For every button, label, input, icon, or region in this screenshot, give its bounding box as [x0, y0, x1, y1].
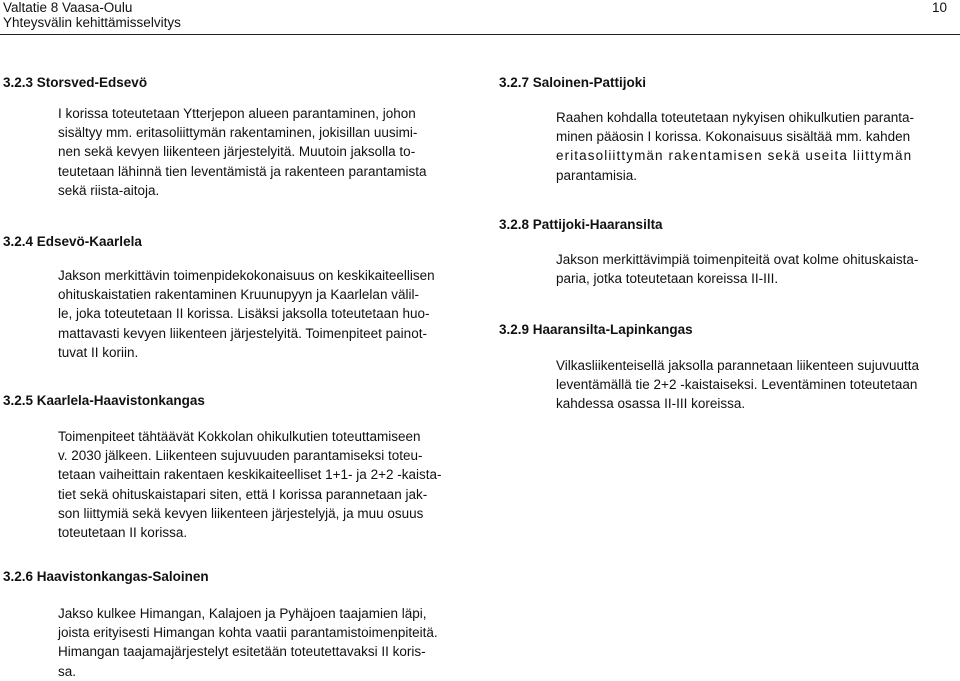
section-body-3-2-4 — [58, 266, 435, 362]
section-heading-3-2-3: 3.2.3 Storsved-Edsevö — [3, 75, 148, 90]
document-title-block — [3, 0, 181, 30]
section-heading-3-2-8: 3.2.8 Pattijoki-Haaransilta — [499, 217, 663, 232]
section-body-3-2-6 — [58, 604, 438, 681]
text-line: tetaan vaiheittain rakentaen keskikaiteelliset 1+1- ja 2+2 -kaista- — [58, 467, 442, 483]
text-line: paria, jotka toteutetaan koreissa II-III. — [556, 271, 779, 287]
text-line: teutetaan lähinnä tien leventämistä ja rakenteen parantamista — [58, 163, 427, 179]
document-subtitle: Yhteysvälin kehittämisselvitys — [3, 15, 181, 30]
section-heading-3-2-5: 3.2.5 Kaarlela-Haavistonkangas — [3, 393, 205, 408]
header-divider — [0, 34, 960, 35]
text-line: sa. — [58, 663, 77, 679]
text-line: v. 2030 jälkeen. Liikenteen sujuvuuden parantamiseksi toteu- — [58, 448, 423, 464]
text-line: son liittymiä sekä kevyen liikenteen järjestelyjä, ja muu osuus — [58, 505, 424, 521]
page-header — [0, 0, 960, 36]
text-line: mattavasti kevyen liikenteen järjestelyitä. Toimenpiteet painot- — [58, 325, 427, 341]
text-line: joista erityisesti Himangan kohta vaatii parantamistoimenpiteitä. — [58, 625, 438, 641]
text-line: I korissa toteutetaan Ytterjepon alueen parantaminen, johon — [58, 106, 416, 121]
section-body-3-2-3 — [58, 104, 427, 200]
text-line: Jakso kulkee Himangan, Kalajoen ja Pyhäjoen taajamien läpi, — [58, 606, 427, 621]
section-body-3-2-8 — [556, 250, 918, 288]
text-line: sisältyy mm. eritasoliittymän rakentaminen, jokisillan uusimi- — [58, 125, 418, 141]
section-body-3-2-9 — [556, 356, 919, 414]
text-line: Vilkasliikenteisellä jaksolla parannetaan liikenteen sujuvuutta — [556, 358, 919, 373]
text-line: nen sekä kevyen liikenteen järjestelyitä. Muutoin jaksolla to- — [58, 144, 416, 160]
text-line: tiet sekä ohituskaistapari siten, että I korissa parannetaan jak- — [58, 486, 428, 502]
text-line: Jakson merkittävimpiä toimenpiteitä ovat kolme ohituskaista- — [556, 252, 919, 267]
page-number: 10 — [931, 0, 947, 15]
text-line: sekä riista-aitoja. — [58, 182, 160, 198]
section-heading-3-2-4: 3.2.4 Edsevö-Kaarlela — [3, 234, 142, 249]
section-body-3-2-5 — [58, 427, 441, 542]
text-line: ohituskaistatien rakentaminen Kruunupyyn ja Kaarlelan välil- — [58, 287, 419, 303]
text-line: Himangan taajamajärjestelyt esitetään toteutettavaksi II koris- — [58, 644, 426, 660]
text-line: le, joka toteutetaan II korissa. Lisäksi jaksolla toteutetaan huo- — [58, 306, 430, 322]
text-line: leventämällä tie 2+2 -kaistaiseksi. Leventäminen toteutetaan — [556, 377, 918, 393]
text-line: toteutetaan II korissa. — [58, 525, 188, 541]
section-heading-3-2-7: 3.2.7 Saloinen-Pattijoki — [499, 75, 647, 90]
text-line: Toimenpiteet tähtäävät Kokkolan ohikulkutien toteuttamiseen — [58, 429, 421, 444]
section-heading-3-2-6: 3.2.6 Haavistonkangas-Saloinen — [3, 569, 209, 584]
text-line: Jakson merkittävin toimenpidekokonaisuus on keskikaiteellisen — [58, 268, 435, 283]
text-line: kahdessa osassa II-III koreissa. — [556, 396, 746, 412]
text-line: minen pääosin I korissa. Kokonaisuus sisältää mm. kahden — [556, 129, 911, 145]
text-line: tuvat II koriin. — [58, 344, 139, 360]
section-heading-3-2-9: 3.2.9 Haaransilta-Lapinkangas — [499, 322, 693, 337]
text-line: parantamisia. — [556, 167, 638, 183]
text-line: eritasoliittymän rakentamisen sekä useita liittymän — [556, 148, 913, 164]
text-line: Raahen kohdalla toteutetaan nykyisen ohikulkutien paranta- — [556, 110, 914, 125]
section-body-3-2-7 — [556, 108, 914, 185]
document-title: Valtatie 8 Vaasa-Oulu — [3, 0, 133, 15]
